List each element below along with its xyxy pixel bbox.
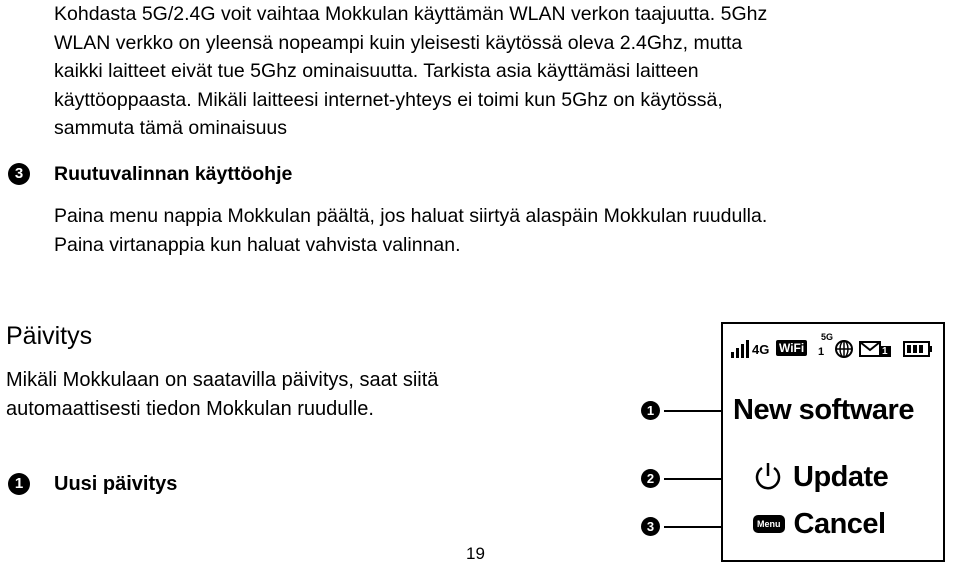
cancel-option[interactable] [753, 508, 886, 541]
intro-line: kaikki laitteet eivät tue 5Ghz ominaisuutta. Tarkista asia käyttämäsi laitteen [54, 60, 699, 82]
cancel-label: Cancel [793, 508, 886, 540]
step-3-instructions [54, 202, 767, 260]
globe-icon [835, 340, 853, 358]
instruction-line: Paina virtanappia kun haluat vahvista valinnan. [54, 234, 461, 256]
power-icon [753, 461, 783, 491]
message-count-badge: 1 [879, 346, 891, 357]
menu-key-icon: Menu [753, 515, 785, 533]
callout-1: 1 [641, 401, 660, 420]
device-screen [721, 322, 945, 562]
new-software-label: New software [733, 394, 914, 426]
section-title-paivitys: Päivitys [6, 322, 93, 350]
step-3-badge: 3 [8, 163, 30, 185]
wifi-icon: WiFi [776, 340, 807, 356]
update-description [6, 366, 438, 424]
band-label: 5G [821, 332, 834, 342]
leader-line-3 [664, 526, 722, 528]
instruction-line: Paina menu nappia Mokkulan päältä, jos haluat siirtyä alaspäin Mokkulan ruudulla. [54, 205, 768, 227]
wifi-user-count: 1 [818, 346, 825, 358]
step-3-title: Ruutuvalinnan käyttöohje [54, 163, 293, 185]
item-1-badge: 1 [8, 473, 30, 495]
leader-line-1 [664, 410, 722, 412]
item-1-label: Uusi päivitys [54, 473, 178, 495]
envelope-icon [859, 341, 881, 357]
status-bar [731, 332, 939, 360]
update-option[interactable] [753, 461, 888, 494]
intro-line: sammuta tämä ominaisuus [54, 117, 288, 139]
callout-3: 3 [641, 517, 660, 536]
description-line: Mikäli Mokkulaan on saatavilla päivitys, saat siitä [6, 369, 439, 391]
new-software-row [733, 394, 914, 427]
callout-2: 2 [641, 469, 660, 488]
intro-line: WLAN verkko on yleensä nopeampi kuin yleisesti käytössä oleva 2.4Ghz, mutta [54, 31, 743, 54]
network-type-label: 4G [752, 342, 770, 357]
intro-line: Kohdasta 5G/2.4G voit vaihtaa Mokkulan käyttämän WLAN verkon taajuutta. 5Ghz [54, 3, 768, 25]
intro-line: käyttöoppaasta. Mikäli laitteesi internet-yhteys ei toimi kun 5Ghz on käytössä, [54, 88, 723, 111]
intro-paragraph [54, 0, 944, 143]
leader-line-2 [664, 478, 722, 480]
battery-icon [903, 341, 933, 357]
signal-icon [731, 340, 749, 358]
update-label: Update [793, 461, 889, 493]
description-line: automaattisesti tiedon Mokkulan ruudulle. [6, 398, 374, 420]
page-number: 19 [466, 544, 485, 563]
